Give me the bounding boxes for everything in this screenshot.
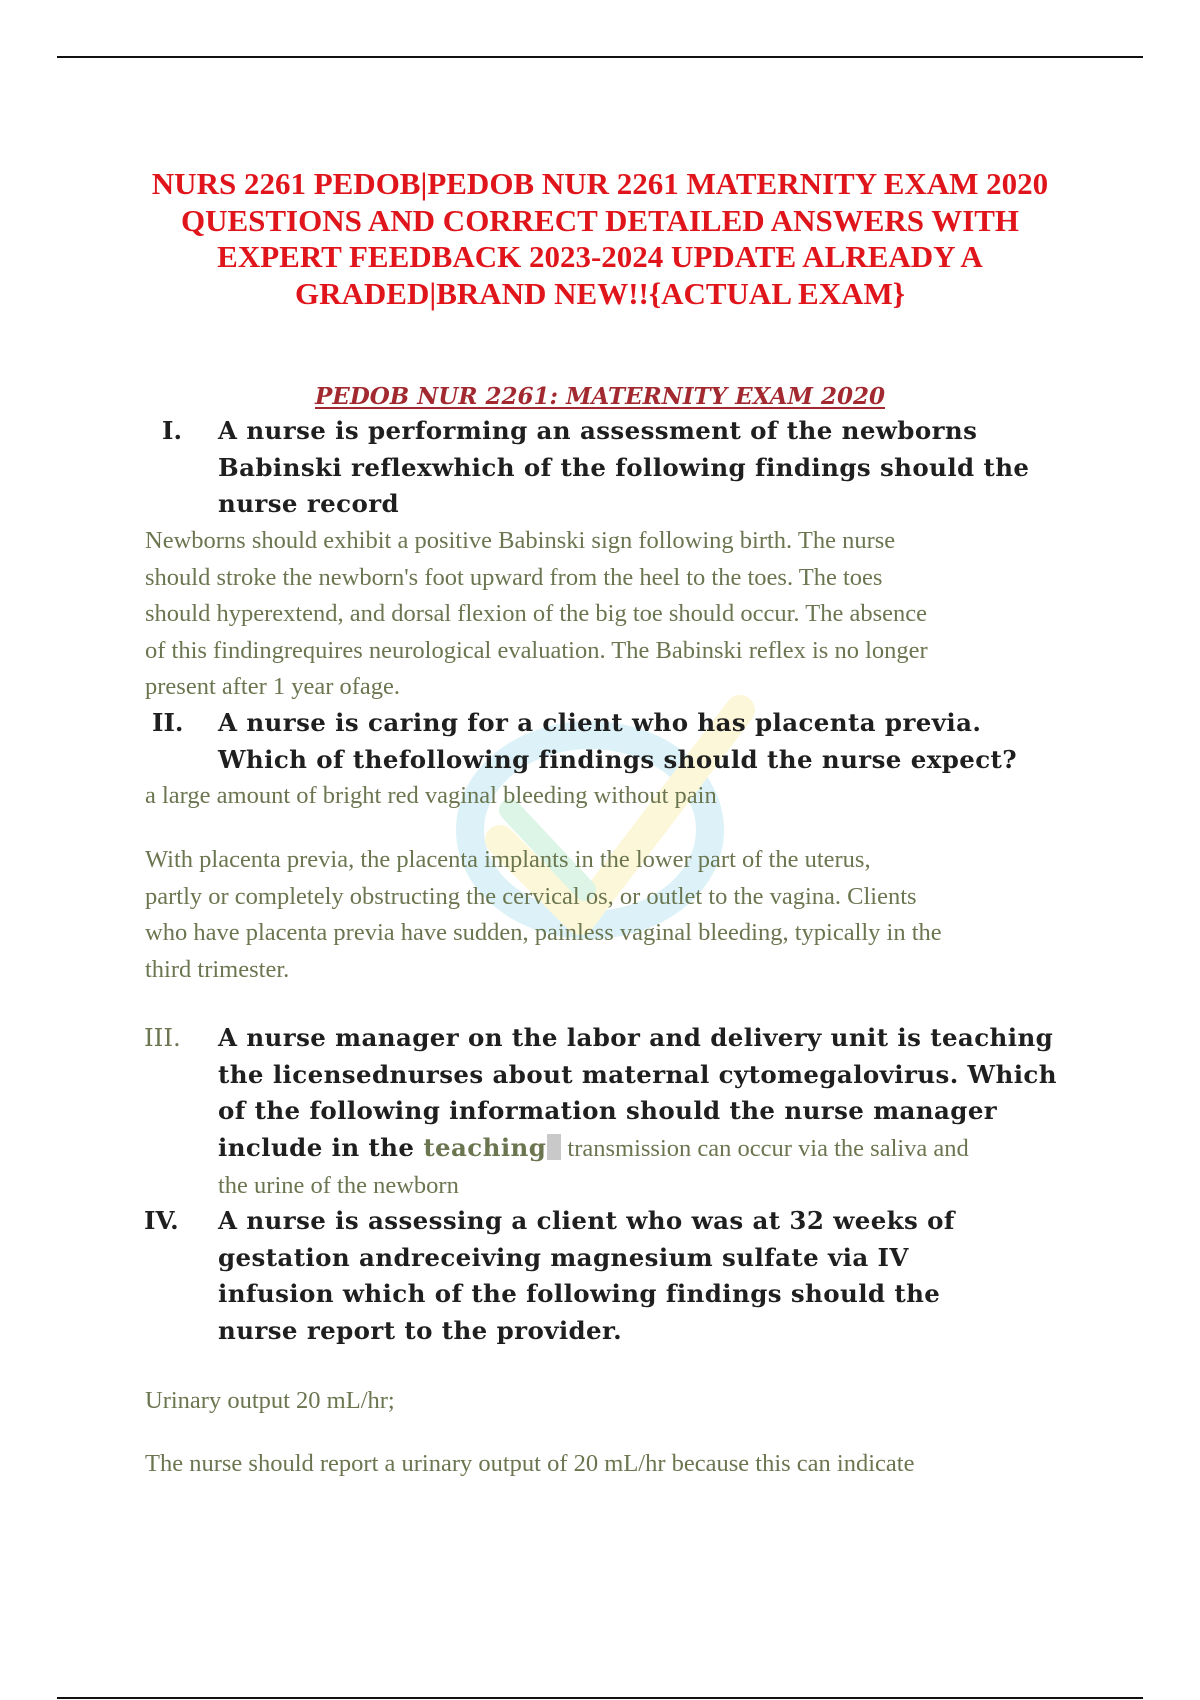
answer-line: should stroke the newborn's foot upward from the heel to the toes. The toes <box>145 563 883 591</box>
question-line: gestation andreceiving magnesium sulfate via IV <box>218 1242 909 1272</box>
document-subtitle: PEDOB NUR 2261: MATERNITY EXAM 2020 <box>315 383 885 410</box>
question-line: infusion which of the following findings should the <box>218 1279 941 1308</box>
title-line: EXPERT FEEDBACK 2023-2024 UPDATE ALREADY A <box>217 239 983 274</box>
bottom-rule <box>57 1697 1143 1699</box>
rationale-text <box>145 1446 1145 1483</box>
question-line: the licensednurses about maternal cytomegalovirus. Which <box>218 1059 1057 1089</box>
answer-line: present after 1 year ofage. <box>145 673 401 700</box>
question-line: A nurse is caring for a client who has placenta previa. <box>218 708 982 737</box>
answer-line: of this findingrequires neurological evaluation. The Babinski reflex is no longer <box>145 636 928 664</box>
rationale-text <box>145 842 1145 988</box>
inline-answer: transmission can occur via the saliva and <box>561 1134 969 1162</box>
question-line: A nurse is performing an assessment of the newborns <box>218 416 978 445</box>
title-line: NURS 2261 PEDOB|PEDOB NUR 2261 MATERNITY EXAM 2020 <box>151 166 1049 201</box>
top-rule <box>57 56 1143 58</box>
document-title <box>100 166 1100 312</box>
answer-line: Newborns should exhibit a positive Babinski sign following birth. The nurse <box>145 527 896 554</box>
question-number: I. <box>162 416 182 445</box>
answer-continuation: the urine of the newborn <box>218 1172 459 1199</box>
title-line: QUESTIONS AND CORRECT DETAILED ANSWERS WITH <box>180 202 1020 238</box>
question-line: of the following information should the nurse manager <box>218 1096 998 1125</box>
answer-text <box>145 1383 1145 1420</box>
question-line-prefix: include in the <box>218 1132 424 1162</box>
question-line: nurse record <box>218 489 400 518</box>
question-text <box>218 705 1148 778</box>
question-number: III. <box>144 1023 181 1052</box>
question-text <box>218 1203 1148 1349</box>
answer-line: should hyperextend, and dorsal flexion of the big toe should occur. The absence <box>145 600 927 627</box>
answer-text <box>145 523 1145 706</box>
question-number: IV. <box>144 1206 179 1235</box>
question-line: Which of thefollowing findings should the nurse expect? <box>218 744 1018 774</box>
question-text <box>218 1020 1158 1205</box>
answer-text <box>145 778 1145 815</box>
question-line: Babinski reflexwhich of the following findings should the <box>218 452 1030 482</box>
rationale-line: With placenta previa, the placenta implants in the lower part of the uterus, <box>145 846 871 873</box>
title-line: GRADED|BRAND NEW!!{ACTUAL EXAM} <box>295 275 905 311</box>
question-text <box>218 413 1148 523</box>
question-line: A nurse is assessing a client who was at 32 weeks of <box>218 1206 955 1235</box>
rationale-line: The nurse should report a urinary output of 20 mL/hr because this can indicate <box>145 1450 915 1477</box>
rationale-line: partly or completely obstructing the cervical os, or outlet to the vagina. Clients <box>145 882 917 910</box>
question-line: nurse report to the provider. <box>218 1315 623 1345</box>
answer-line: Urinary output 20 mL/hr; <box>145 1387 395 1414</box>
answer-line: a large amount of bright red vaginal bleeding without pain <box>145 782 717 809</box>
text-cursor <box>547 1134 561 1160</box>
question-highlight-word: teaching <box>423 1132 547 1162</box>
question-line: A nurse manager on the labor and delivery unit is teaching <box>218 1023 1054 1052</box>
rationale-line: third trimester. <box>145 955 290 983</box>
rationale-line: who have placenta previa have sudden, painless vaginal bleeding, typically in the <box>145 919 942 946</box>
question-number: II. <box>152 708 184 737</box>
